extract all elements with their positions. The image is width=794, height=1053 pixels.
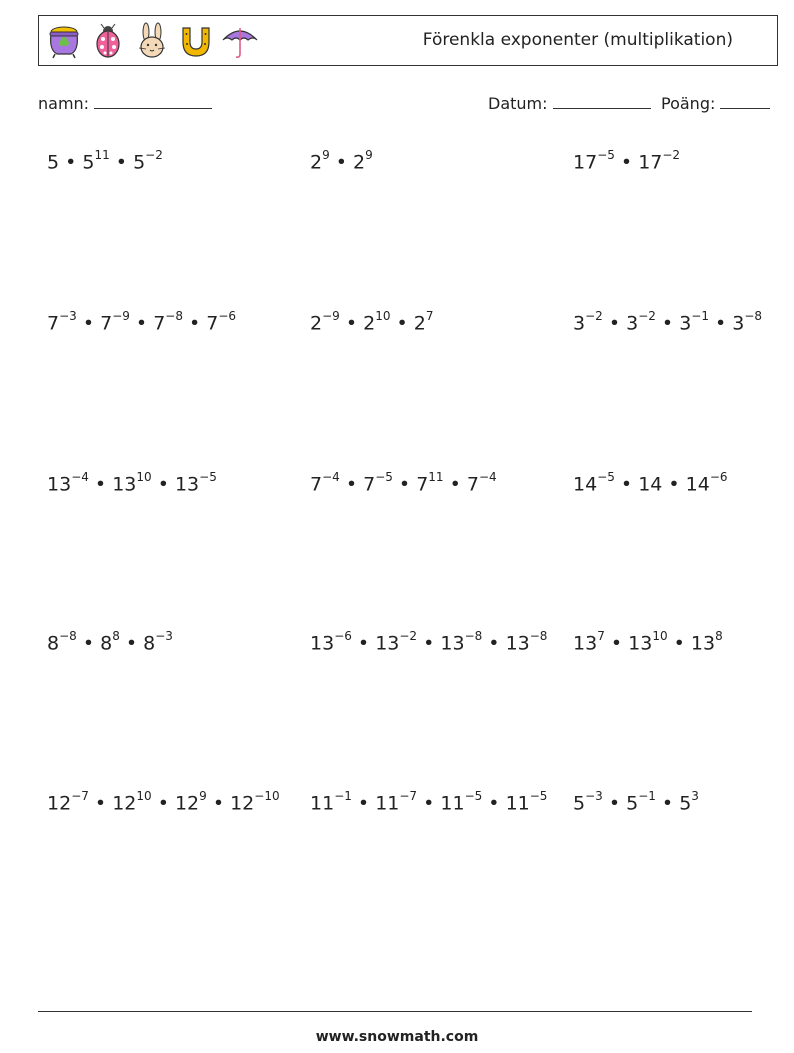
term-base: 13 — [310, 632, 335, 655]
term-base: 7 — [310, 473, 323, 496]
term-exponent: −5 — [529, 789, 548, 803]
term-exponent: −5 — [597, 148, 615, 162]
term-exponent: −7 — [399, 789, 418, 803]
term-base: 12 — [230, 792, 255, 815]
term-exponent: 10 — [652, 629, 668, 643]
term-exponent: −3 — [155, 629, 173, 643]
term-exponent: 9 — [365, 148, 373, 162]
term-base: 7 — [153, 312, 166, 335]
term-base: 11 — [310, 792, 335, 815]
term-base: 12 — [174, 792, 200, 815]
umbrella-icon — [221, 22, 259, 60]
problem-4 — [47, 311, 236, 334]
term-exponent: −5 — [597, 470, 615, 484]
problem-5 — [310, 311, 434, 334]
date-label: Datum: — [488, 94, 548, 113]
term-exponent: 10 — [375, 309, 391, 323]
multiply-operator: • — [602, 792, 627, 815]
term-exponent: 11 — [94, 148, 110, 162]
horseshoe-icon — [177, 22, 215, 60]
term-exponent: −1 — [334, 789, 352, 803]
term-exponent: −2 — [585, 309, 603, 323]
term-base: 13 — [628, 632, 653, 655]
multiply-operator: • — [151, 792, 175, 815]
problem-6 — [573, 311, 762, 334]
term-exponent: −9 — [322, 309, 340, 323]
term-exponent: −8 — [464, 629, 483, 643]
multiply-operator: • — [604, 632, 629, 655]
problem-1 — [47, 150, 163, 173]
term-exponent: −6 — [218, 309, 237, 323]
problem-9 — [573, 472, 728, 495]
term-exponent: −7 — [71, 789, 89, 803]
term-exponent: −2 — [662, 148, 681, 162]
term-base: 13 — [573, 632, 598, 655]
term-base: 8 — [47, 632, 60, 655]
term-exponent: −4 — [71, 470, 89, 484]
term-base: 7 — [466, 473, 479, 496]
multiply-operator: • — [88, 473, 113, 496]
problem-7 — [47, 472, 217, 495]
term-exponent: 9 — [199, 789, 207, 803]
term-exponent: −4 — [322, 470, 340, 484]
term-base: 14 — [573, 473, 598, 496]
multiply-operator: • — [351, 792, 376, 815]
term-base: 8 — [100, 632, 113, 655]
problem-15 — [573, 791, 699, 814]
problem-3 — [573, 150, 680, 173]
problem-14 — [310, 791, 547, 814]
term-base: 14 — [685, 473, 710, 496]
term-base: 12 — [112, 792, 137, 815]
term-exponent: −10 — [254, 789, 280, 803]
problem-10 — [47, 631, 173, 654]
multiply-operator: • — [614, 151, 639, 174]
multiply-operator: • — [329, 151, 354, 174]
term-exponent: 8 — [715, 629, 723, 643]
multiply-operator: • — [655, 792, 680, 815]
term-exponent: −8 — [59, 629, 77, 643]
term-exponent: −8 — [744, 309, 763, 323]
term-base: 11 — [440, 792, 465, 815]
term-base: 13 — [375, 632, 400, 655]
multiply-operator: • — [59, 151, 83, 174]
date-blank[interactable] — [553, 94, 651, 109]
term-exponent: 10 — [136, 470, 152, 484]
footer-divider — [38, 1011, 752, 1012]
multiply-operator: • — [351, 632, 376, 655]
problem-13 — [47, 791, 280, 814]
term-exponent: −4 — [478, 470, 497, 484]
multiply-operator: • — [662, 473, 686, 496]
term-exponent: −5 — [199, 470, 217, 484]
date-field[interactable] — [488, 94, 651, 113]
name-blank[interactable] — [94, 94, 212, 109]
multiply-operator: • — [602, 312, 627, 335]
term-base: 7 — [416, 473, 429, 496]
term-base: 3 — [573, 312, 586, 335]
term-base: 5 — [626, 792, 639, 815]
term-exponent: −9 — [112, 309, 130, 323]
multiply-operator: • — [339, 473, 364, 496]
term-base: 5 — [82, 151, 95, 174]
term-base: 2 — [310, 312, 323, 335]
term-base: 2 — [413, 312, 426, 335]
term-exponent: −6 — [334, 629, 352, 643]
icon-strip — [45, 22, 259, 60]
term-exponent: −6 — [709, 470, 728, 484]
multiply-operator: • — [417, 792, 441, 815]
term-base: 8 — [143, 632, 156, 655]
term-base: 7 — [100, 312, 113, 335]
term-exponent: 7 — [597, 629, 605, 643]
term-base: 12 — [47, 792, 72, 815]
score-field[interactable] — [661, 94, 770, 113]
multiply-operator: • — [482, 792, 506, 815]
term-exponent: 10 — [136, 789, 152, 803]
term-base: 13 — [690, 632, 716, 655]
term-base: 13 — [47, 473, 72, 496]
multiply-operator: • — [390, 312, 414, 335]
term-exponent: −1 — [691, 309, 709, 323]
multiply-operator: • — [88, 792, 113, 815]
term-base: 17 — [573, 151, 598, 174]
multiply-operator: • — [392, 473, 417, 496]
multiply-operator: • — [76, 632, 101, 655]
score-label: Poäng: — [661, 94, 716, 113]
term-base: 13 — [505, 632, 530, 655]
term-base: 3 — [626, 312, 639, 335]
term-base: 7 — [47, 312, 60, 335]
problem-11 — [310, 631, 547, 654]
problem-12 — [573, 631, 723, 654]
problem-8 — [310, 472, 497, 495]
multiply-operator: • — [667, 632, 691, 655]
term-exponent: 3 — [691, 789, 699, 803]
footer-url: www.snowmath.com — [315, 1029, 479, 1045]
multiply-operator: • — [76, 312, 101, 335]
multiply-operator: • — [182, 312, 207, 335]
term-exponent: 7 — [425, 309, 434, 323]
worksheet-title: Förenkla exponenter (multiplikation) — [422, 30, 733, 50]
multiply-operator: • — [151, 473, 175, 496]
score-blank[interactable] — [720, 94, 770, 109]
term-exponent: −1 — [638, 789, 656, 803]
name-field[interactable] — [38, 94, 212, 113]
term-base: 5 — [133, 151, 146, 174]
multiply-operator: • — [129, 312, 154, 335]
multiply-operator: • — [109, 151, 134, 174]
term-exponent: −3 — [59, 309, 77, 323]
name-label: namn: — [38, 94, 90, 113]
multiply-operator: • — [482, 632, 506, 655]
multiply-operator: • — [655, 312, 680, 335]
multiply-operator: • — [119, 632, 144, 655]
term-base: 17 — [638, 151, 663, 174]
term-exponent: −5 — [375, 470, 393, 484]
multiply-operator: • — [339, 312, 364, 335]
term-base: 13 — [112, 473, 137, 496]
header-box — [38, 15, 778, 66]
term-base: 7 — [363, 473, 376, 496]
term-base: 11 — [505, 792, 530, 815]
term-base: 14 — [638, 473, 663, 496]
term-base: 2 — [363, 312, 376, 335]
bunny-icon — [133, 22, 171, 60]
term-base: 2 — [310, 151, 323, 174]
term-exponent: −3 — [585, 789, 603, 803]
term-base: 5 — [679, 792, 692, 815]
term-base: 5 — [573, 792, 586, 815]
term-exponent: 9 — [322, 148, 330, 162]
term-base: 13 — [440, 632, 465, 655]
multiply-operator: • — [708, 312, 733, 335]
term-base: 2 — [353, 151, 366, 174]
multiply-operator: • — [417, 632, 441, 655]
term-exponent: −2 — [399, 629, 418, 643]
term-exponent: −5 — [464, 789, 483, 803]
pot-of-gold-icon — [45, 22, 83, 60]
term-exponent: 11 — [428, 470, 444, 484]
term-base: 5 — [47, 151, 60, 174]
multiply-operator: • — [443, 473, 467, 496]
term-exponent: −8 — [165, 309, 183, 323]
term-exponent: −8 — [529, 629, 548, 643]
term-base: 3 — [679, 312, 692, 335]
multiply-operator: • — [614, 473, 639, 496]
multiply-operator: • — [206, 792, 231, 815]
term-exponent: 8 — [112, 629, 120, 643]
term-base: 3 — [732, 312, 745, 335]
ladybug-icon — [89, 22, 127, 60]
term-base: 7 — [206, 312, 219, 335]
term-exponent: −2 — [145, 148, 163, 162]
problem-2 — [310, 150, 373, 173]
term-base: 11 — [375, 792, 400, 815]
term-base: 13 — [174, 473, 200, 496]
term-exponent: −2 — [638, 309, 656, 323]
